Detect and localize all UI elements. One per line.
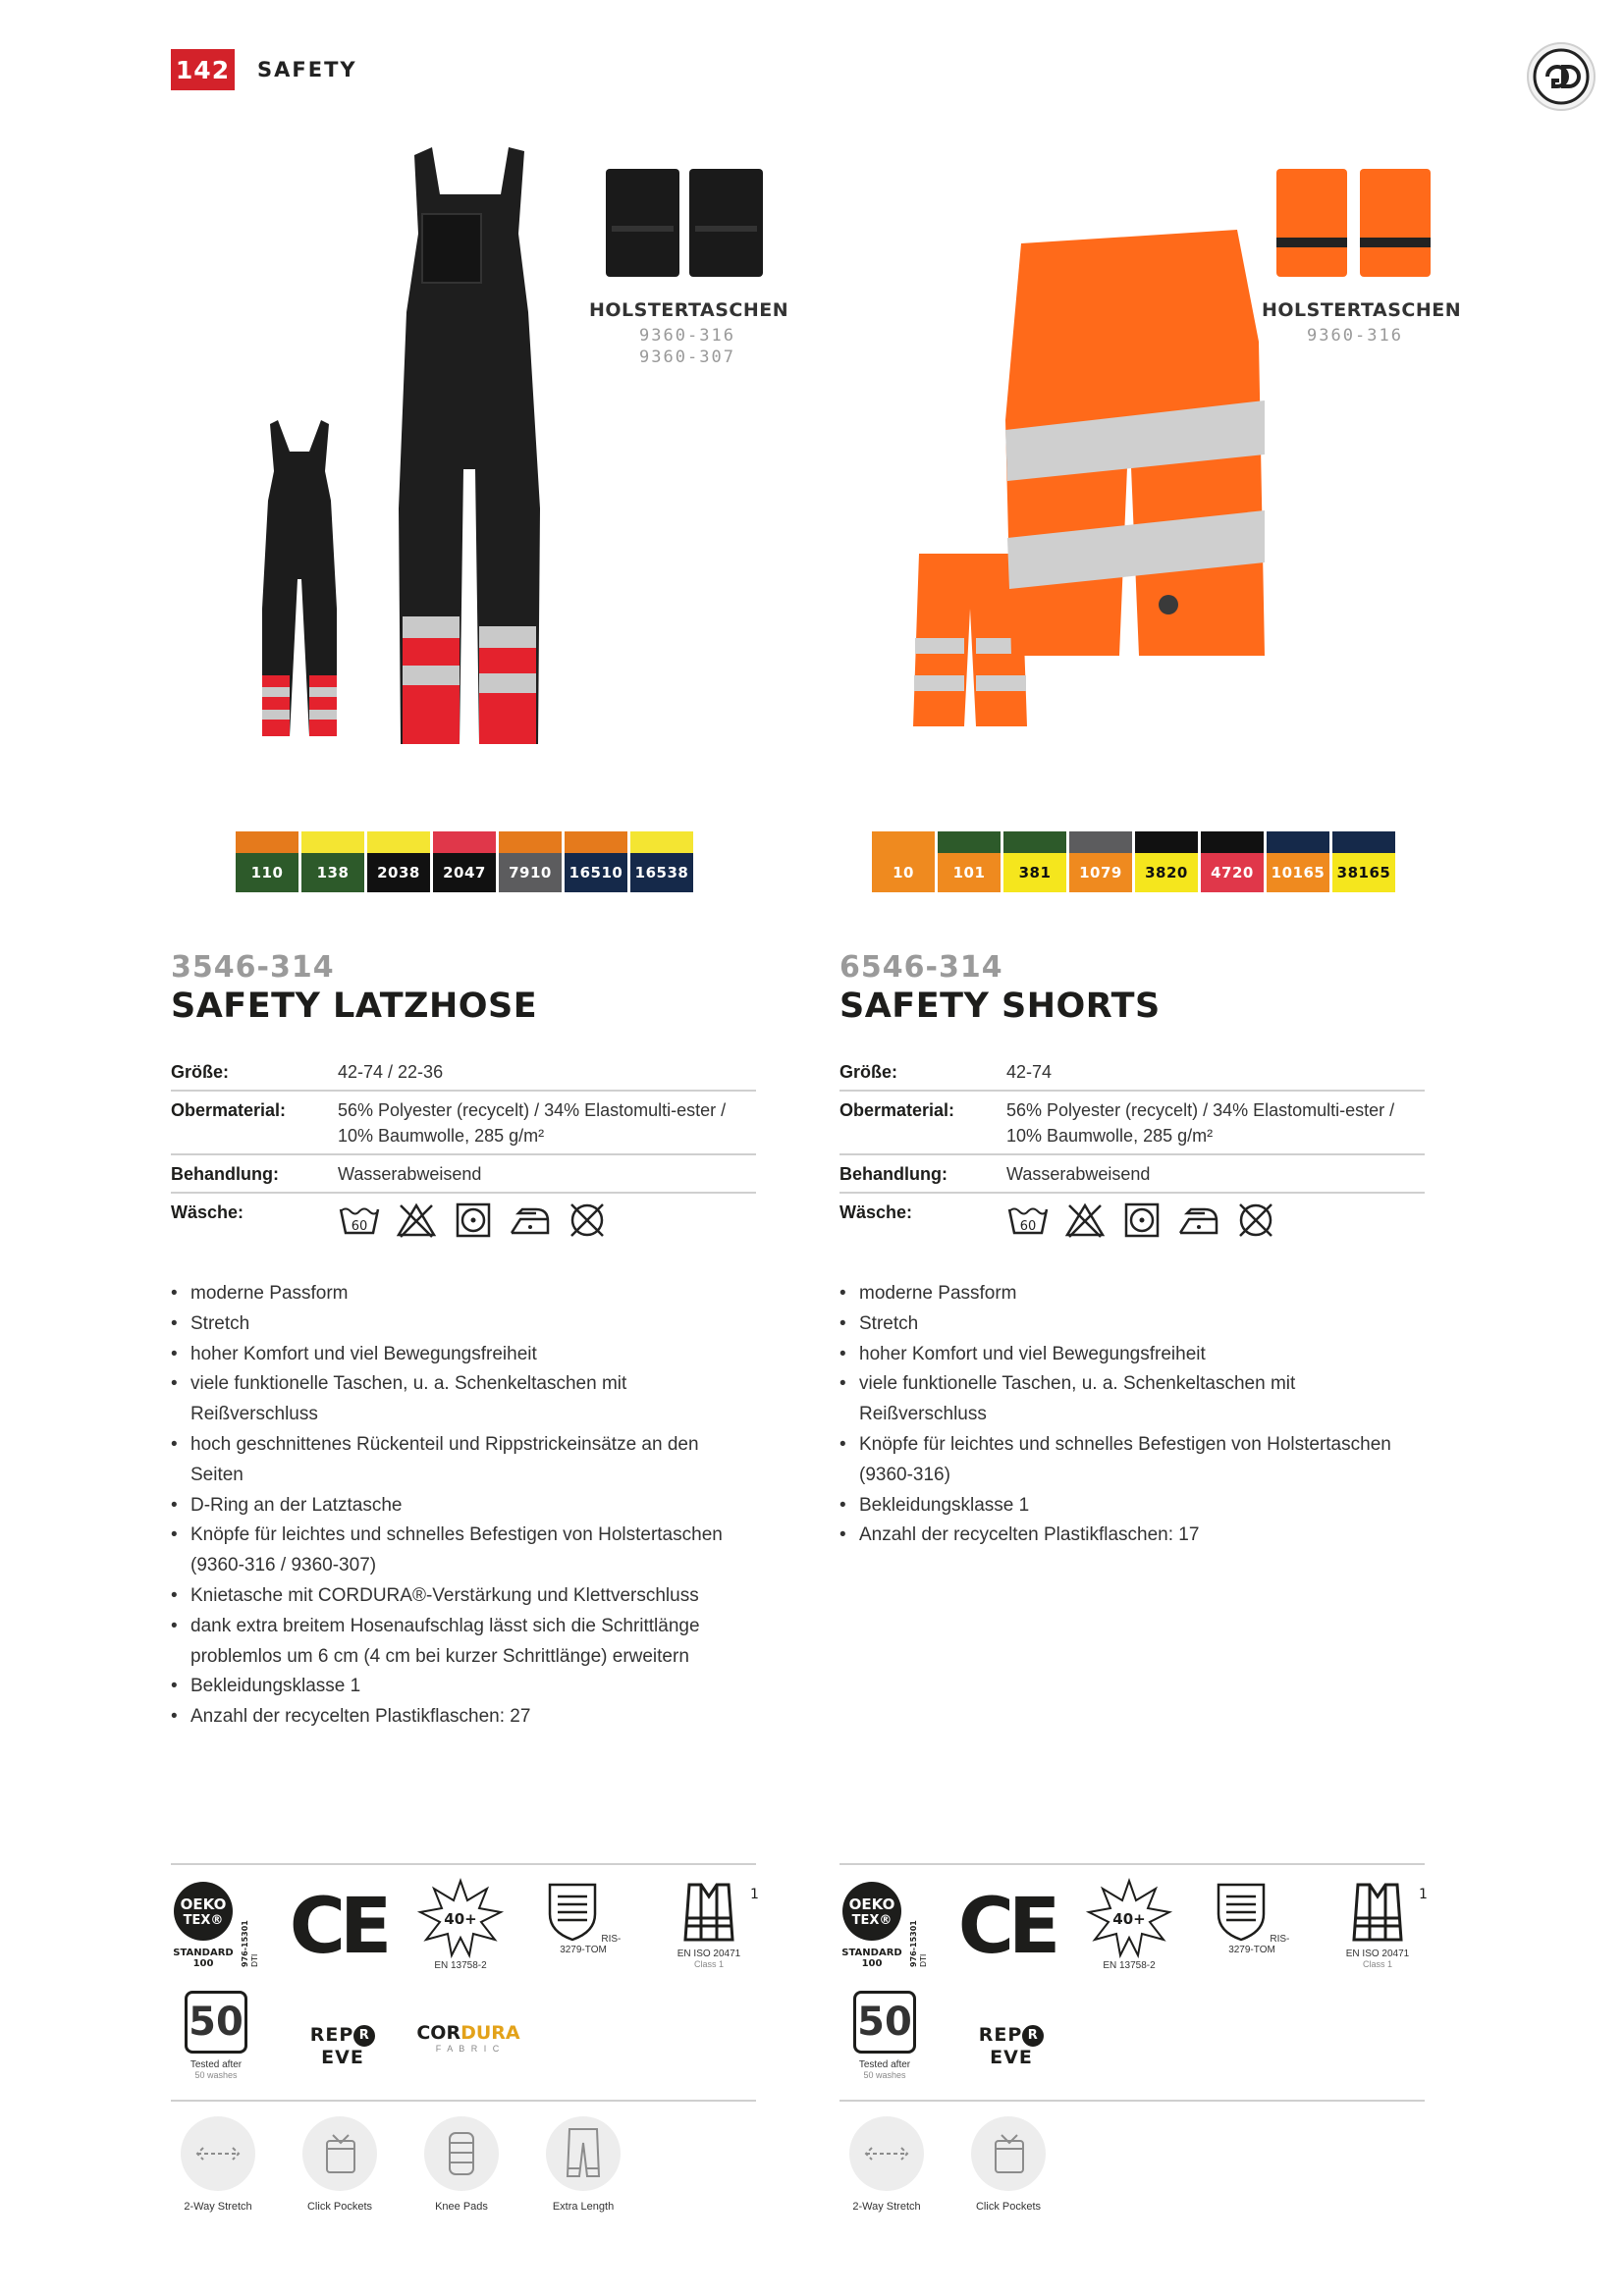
holster-title: HOLSTERTASCHEN bbox=[1262, 299, 1462, 321]
spec-row-treatment bbox=[839, 1155, 1425, 1194]
ris-norm-icon: RIS-3279-TOM bbox=[1211, 1881, 1293, 1955]
color-swatch bbox=[1135, 831, 1198, 892]
svg-text:OEKO: OEKO bbox=[180, 1896, 227, 1913]
swatch-code: 38165 bbox=[1332, 853, 1395, 892]
swatch-code: 16510 bbox=[565, 853, 627, 892]
function-2-way-stretch bbox=[849, 2116, 924, 2213]
spec-row-material bbox=[839, 1092, 1425, 1155]
spec-value: 42-74 bbox=[1006, 1062, 1053, 1082]
brand-logo bbox=[1526, 41, 1597, 112]
function-knee-pads bbox=[424, 2116, 499, 2213]
color-swatch bbox=[565, 831, 627, 892]
tumble-dry-icon bbox=[1120, 1201, 1164, 1239]
swatch-code: 3820 bbox=[1135, 853, 1198, 892]
spec-value: Wasserabweisend bbox=[338, 1164, 482, 1184]
spec-row-wash bbox=[171, 1194, 756, 1244]
certifications-right bbox=[839, 1863, 1428, 2102]
feature-item: • moderne Passform bbox=[171, 1279, 756, 1309]
color-swatch bbox=[1267, 831, 1329, 892]
function-2-way-stretch bbox=[181, 2116, 255, 2213]
feature-item: • Knietasche mit CORDURA®-Verstärkung und Klettverschluss bbox=[171, 1581, 756, 1612]
color-swatch bbox=[872, 831, 935, 892]
spec-key: Wäsche: bbox=[171, 1202, 244, 1222]
svg-text:DTI: DTI bbox=[250, 1953, 259, 1967]
function-extra-length bbox=[546, 2116, 621, 2213]
color-swatch bbox=[1003, 831, 1066, 892]
spec-row-wash bbox=[839, 1194, 1425, 1244]
swatch-top-color bbox=[1201, 831, 1264, 853]
spec-value: Wasserabweisend bbox=[1006, 1164, 1151, 1184]
feature-list bbox=[839, 1279, 1425, 1551]
certifications-left bbox=[171, 1863, 759, 2102]
holster-title: HOLSTERTASCHEN bbox=[589, 299, 789, 321]
feature-item: • viele funktionelle Taschen, u. a. Schenkeltaschen mit Reißverschluss bbox=[171, 1369, 756, 1430]
holster-code: 9360-316 bbox=[639, 326, 735, 346]
svg-text:100: 100 bbox=[192, 1958, 214, 1969]
no-bleach-icon bbox=[1063, 1201, 1107, 1239]
spec-table bbox=[839, 1053, 1425, 1244]
spec-key: Behandlung: bbox=[171, 1164, 279, 1184]
ce-mark: CE bbox=[289, 1883, 387, 1971]
spec-key: Obermaterial: bbox=[839, 1100, 955, 1120]
feature-item: • hoch geschnittenes Rückenteil und Rippstrickeinsätze an den Seiten bbox=[171, 1430, 756, 1491]
svg-text:976-15301: 976-15301 bbox=[909, 1920, 918, 1967]
cold-protection-icon: 40+ EN 13758-2 bbox=[1087, 1879, 1171, 1971]
swatch-code: 110 bbox=[236, 853, 298, 892]
spec-key: Größe: bbox=[839, 1062, 898, 1082]
care-symbols bbox=[1006, 1201, 1425, 1239]
washes-badge: 50 Tested after 50 washes bbox=[179, 1991, 253, 2080]
holster-pockets-orange bbox=[1276, 167, 1434, 280]
color-swatch bbox=[236, 831, 298, 892]
knee-pads-icon bbox=[424, 2116, 499, 2191]
swatch-code: 10165 bbox=[1267, 853, 1329, 892]
spec-row-treatment bbox=[171, 1155, 756, 1194]
swatch-top-color bbox=[236, 831, 298, 853]
svg-text:DTI: DTI bbox=[919, 1953, 928, 1967]
spec-key: Größe: bbox=[171, 1062, 230, 1082]
product-image-latzhose-front bbox=[393, 135, 545, 754]
swatch-top-color bbox=[499, 831, 562, 853]
svg-text:TEX®: TEX® bbox=[183, 1913, 224, 1928]
function-icons-right bbox=[849, 2116, 1046, 2213]
swatch-code: 7910 bbox=[499, 853, 562, 892]
holster-pockets-black bbox=[606, 167, 763, 280]
click-pockets-icon bbox=[971, 2116, 1046, 2191]
product-title: SAFETY SHORTS bbox=[839, 987, 1161, 1026]
svg-text:100: 100 bbox=[861, 1958, 883, 1969]
swatch-top-color bbox=[630, 831, 693, 853]
no-dry-clean-icon bbox=[1234, 1201, 1277, 1239]
ris-norm-icon: RIS-3279-TOM bbox=[542, 1881, 624, 1955]
swatch-top-color bbox=[1332, 831, 1395, 853]
feature-item: • hoher Komfort und viel Bewegungsfreiheit bbox=[171, 1340, 756, 1370]
article-number: 3546-314 bbox=[171, 950, 335, 985]
swatch-top-color bbox=[367, 831, 430, 853]
product-title: SAFETY LATZHOSE bbox=[171, 987, 538, 1026]
holster-code: 9360-307 bbox=[639, 347, 735, 367]
care-symbols bbox=[338, 1201, 756, 1239]
color-swatches-right bbox=[872, 831, 1395, 892]
washes-badge: 50 Tested after 50 washes bbox=[847, 1991, 922, 2080]
swatch-top-color bbox=[1135, 831, 1198, 853]
spec-key: Obermaterial: bbox=[171, 1100, 287, 1120]
page-number: 142 bbox=[171, 49, 235, 90]
2-way-stretch-icon bbox=[181, 2116, 255, 2191]
high-visibility-icon: 1 EN ISO 20471 Class 1 bbox=[1345, 1887, 1428, 1969]
svg-text:40+: 40+ bbox=[444, 1910, 477, 1928]
swatch-top-color bbox=[1003, 831, 1066, 853]
feature-item: • Knöpfe für leichtes und schnelles Befestigen von Holstertaschen (9360-316 / 9360-307) bbox=[171, 1521, 756, 1581]
spec-value: 56% Polyester (recycelt) / 34% Elastomulti-ester / 10% Baumwolle, 285 g/m² bbox=[338, 1100, 727, 1146]
swatch-top-color bbox=[565, 831, 627, 853]
feature-item: • Knöpfe für leichtes und schnelles Befestigen von Holstertaschen (9360-316) bbox=[839, 1430, 1425, 1491]
svg-text:60: 60 bbox=[1019, 1219, 1037, 1234]
color-swatch bbox=[1332, 831, 1395, 892]
color-swatch bbox=[630, 831, 693, 892]
cordura-logo: CORDURA F A B R I C bbox=[416, 2022, 520, 2054]
function-label: Click Pockets bbox=[975, 2201, 1042, 2213]
svg-text:1: 1 bbox=[1419, 1887, 1428, 1902]
holster-label-right bbox=[1262, 299, 1462, 346]
repreve-logo: REP REVE bbox=[957, 2024, 1065, 2068]
swatch-code: 4720 bbox=[1201, 853, 1264, 892]
feature-item: • Stretch bbox=[171, 1309, 756, 1340]
swatch-code: 10 bbox=[872, 853, 935, 892]
feature-item: • Bekleidungsklasse 1 bbox=[839, 1491, 1425, 1522]
color-swatch bbox=[1201, 831, 1264, 892]
feature-item: • hoher Komfort und viel Bewegungsfreiheit bbox=[839, 1340, 1425, 1370]
function-click-pockets bbox=[971, 2116, 1046, 2213]
iron-low-icon bbox=[509, 1201, 552, 1239]
swatch-top-color bbox=[872, 831, 935, 853]
svg-text:60: 60 bbox=[351, 1219, 368, 1234]
spec-key: Behandlung: bbox=[839, 1164, 947, 1184]
repreve-logo: REP REVE bbox=[289, 2024, 397, 2068]
spec-row-size bbox=[171, 1053, 756, 1092]
swatch-code: 16538 bbox=[630, 853, 693, 892]
feature-item: • Bekleidungsklasse 1 bbox=[171, 1672, 756, 1702]
spec-table bbox=[171, 1053, 756, 1244]
2-way-stretch-icon bbox=[849, 2116, 924, 2191]
holster-label-left bbox=[589, 299, 789, 367]
product-image-shorts-front bbox=[1001, 224, 1267, 661]
feature-item: • viele funktionelle Taschen, u. a. Schenkeltaschen mit Reißverschluss bbox=[839, 1369, 1425, 1430]
feature-item: • D-Ring an der Latztasche bbox=[171, 1491, 756, 1522]
section-title: SAFETY bbox=[257, 58, 357, 81]
swatch-code: 1079 bbox=[1069, 853, 1132, 892]
feature-item: • moderne Passform bbox=[839, 1279, 1425, 1309]
feature-item: • dank extra breitem Hosenaufschlag lässt sich die Schrittlänge problemlos um 6 cm (4 cm bei kurzer Schrittlänge) erweitern bbox=[171, 1612, 756, 1673]
swatch-code: 138 bbox=[301, 853, 364, 892]
iron-low-icon bbox=[1177, 1201, 1220, 1239]
function-label: Knee Pads bbox=[435, 2201, 488, 2213]
function-label: Click Pockets bbox=[306, 2201, 373, 2213]
product-right bbox=[839, 950, 1425, 1551]
svg-text:1: 1 bbox=[750, 1887, 759, 1902]
product-image-latzhose-back bbox=[250, 412, 349, 756]
spec-value: 56% Polyester (recycelt) / 34% Elastomulti-ester / 10% Baumwolle, 285 g/m² bbox=[1006, 1100, 1395, 1146]
swatch-code: 101 bbox=[938, 853, 1001, 892]
svg-text:STANDARD: STANDARD bbox=[173, 1948, 234, 1958]
svg-text:TEX®: TEX® bbox=[851, 1913, 893, 1928]
color-swatch bbox=[499, 831, 562, 892]
spec-row-material bbox=[171, 1092, 756, 1155]
feature-list bbox=[171, 1279, 756, 1733]
color-swatch bbox=[433, 831, 496, 892]
feature-item: • Anzahl der recycelten Plastikflaschen: 27 bbox=[171, 1702, 756, 1733]
wash-60-icon bbox=[338, 1201, 381, 1239]
spec-value: 42-74 / 22-36 bbox=[338, 1062, 444, 1082]
high-visibility-icon: 1 EN ISO 20471 Class 1 bbox=[677, 1887, 759, 1969]
swatch-code: 2038 bbox=[367, 853, 430, 892]
no-bleach-icon bbox=[395, 1201, 438, 1239]
swatch-top-color bbox=[1267, 831, 1329, 853]
click-pockets-icon bbox=[302, 2116, 377, 2191]
holster-code: 9360-316 bbox=[1307, 326, 1403, 346]
tumble-dry-icon bbox=[452, 1201, 495, 1239]
swatch-top-color bbox=[938, 831, 1001, 853]
function-label: Extra Length bbox=[552, 2201, 615, 2213]
function-label: 2-Way Stretch bbox=[184, 2201, 252, 2213]
function-click-pockets bbox=[302, 2116, 377, 2213]
swatch-top-color bbox=[1069, 831, 1132, 853]
color-swatch bbox=[938, 831, 1001, 892]
product-left bbox=[171, 950, 756, 1733]
function-icons-left bbox=[181, 2116, 621, 2213]
color-swatches-left bbox=[236, 831, 693, 892]
oeko-tex-logo bbox=[171, 1879, 259, 1970]
no-dry-clean-icon bbox=[566, 1201, 609, 1239]
cold-protection-icon: 40+ EN 13758-2 bbox=[418, 1879, 503, 1971]
oeko-tex-logo bbox=[839, 1879, 928, 1970]
svg-text:OEKO: OEKO bbox=[848, 1896, 895, 1913]
swatch-code: 2047 bbox=[433, 853, 496, 892]
spec-key: Wäsche: bbox=[839, 1202, 913, 1222]
wash-60-icon bbox=[1006, 1201, 1050, 1239]
color-swatch bbox=[301, 831, 364, 892]
color-swatch bbox=[1069, 831, 1132, 892]
swatch-top-color bbox=[301, 831, 364, 853]
swatch-top-color bbox=[433, 831, 496, 853]
spec-row-size bbox=[839, 1053, 1425, 1092]
extra-length-icon bbox=[546, 2116, 621, 2191]
svg-text:STANDARD: STANDARD bbox=[841, 1948, 902, 1958]
swatch-code: 381 bbox=[1003, 853, 1066, 892]
feature-item: • Anzahl der recycelten Plastikflaschen: 17 bbox=[839, 1521, 1425, 1551]
feature-item: • Stretch bbox=[839, 1309, 1425, 1340]
svg-text:976-15301: 976-15301 bbox=[241, 1920, 249, 1967]
svg-text:40+: 40+ bbox=[1112, 1910, 1146, 1928]
ce-mark: CE bbox=[957, 1883, 1056, 1971]
article-number: 6546-314 bbox=[839, 950, 1003, 985]
color-swatch bbox=[367, 831, 430, 892]
function-label: 2-Way Stretch bbox=[852, 2201, 921, 2213]
